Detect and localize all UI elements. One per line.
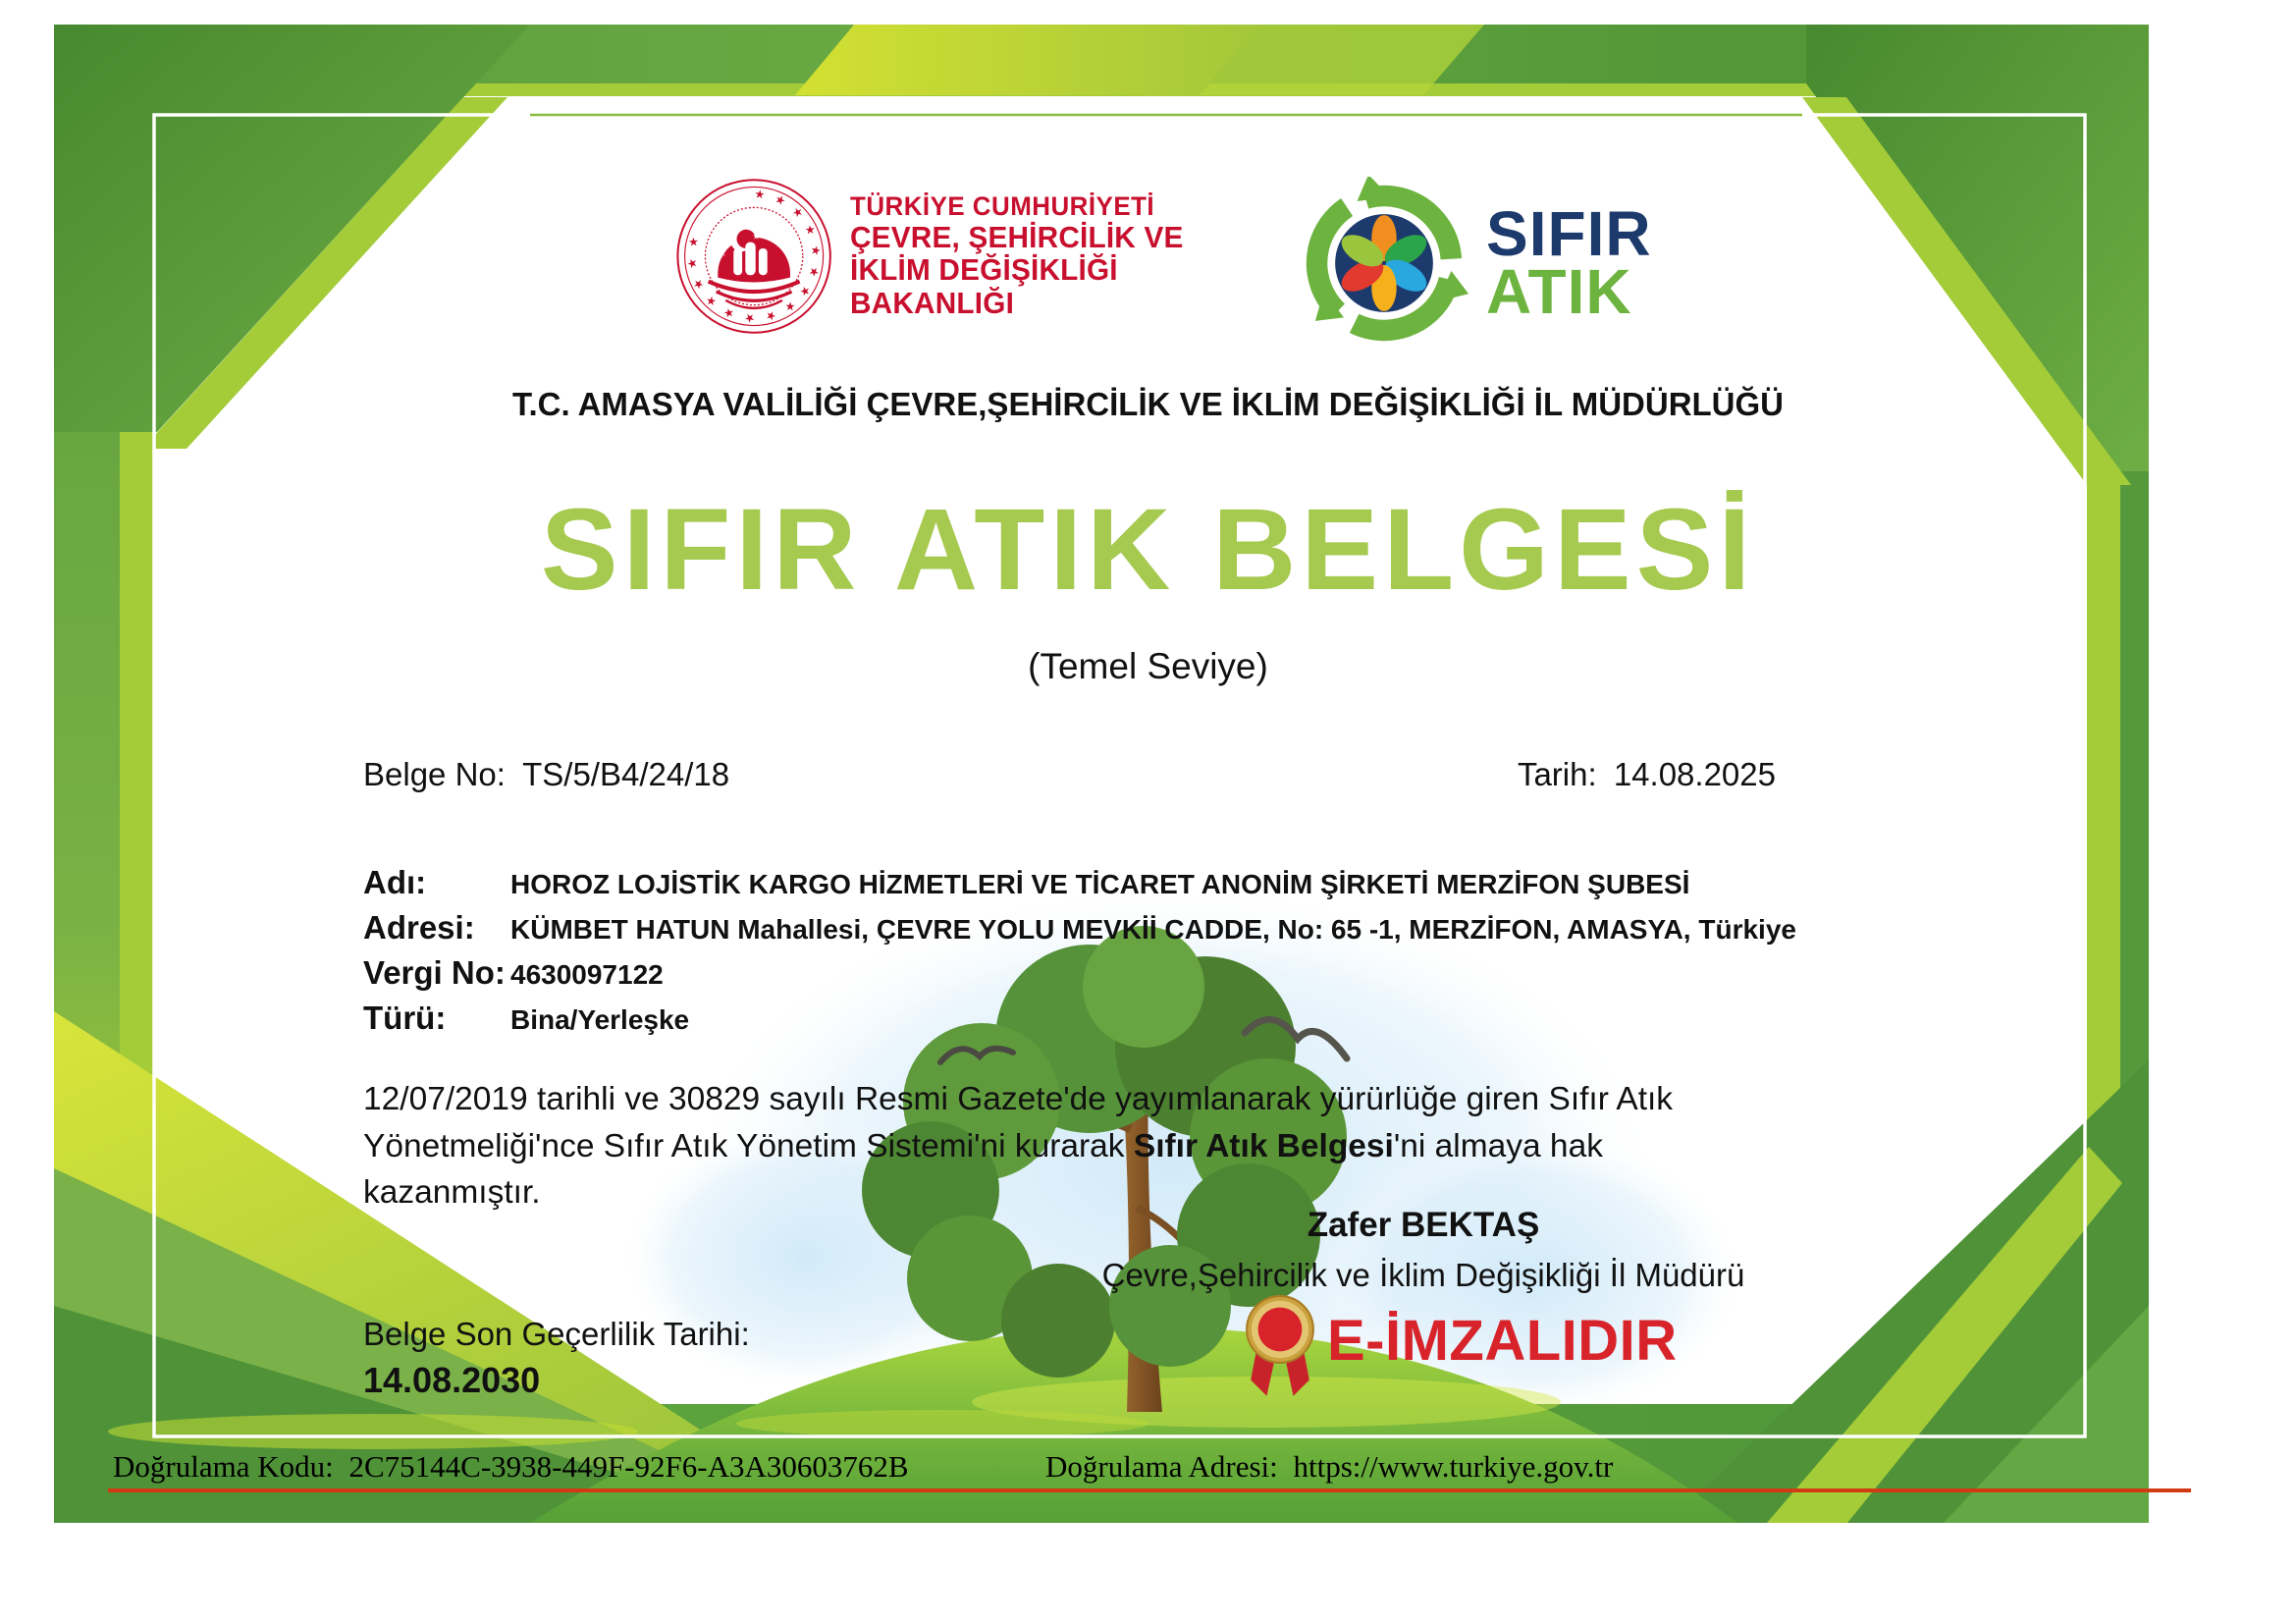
ministry-name-line2: ÇEVRE, ŞEHİRCİLİK VE — [850, 219, 1184, 254]
issue-date-value: 14.08.2025 — [1613, 756, 1776, 792]
field-taxno — [363, 954, 664, 992]
document-number-value: TS/5/B4/24/18 — [522, 756, 730, 792]
body-text-after: 'ni almaya hak kazanmıştır. — [363, 1127, 1603, 1212]
verification-code-label: Doğrulama Kodu: — [113, 1449, 334, 1484]
ministry-name-line3: İKLİM DEĞİŞİKLİĞİ BAKANLIĞI — [850, 252, 1119, 320]
ministry-emblem-icon — [675, 160, 832, 352]
frame-corner-topleft — [54, 25, 530, 432]
field-taxno-label: Vergi No: — [363, 954, 506, 991]
grass-highlight — [736, 1410, 1148, 1437]
svg-text:✶: ✶ — [718, 249, 726, 261]
field-address-label: Adresi: — [363, 909, 475, 946]
sifir-atik-wordmark — [1486, 198, 1652, 327]
field-address-value: KÜMBET HATUN Mahallesi, ÇEVRE YOLU MEVKİİ CADDE, No: 65 -1, MERZİFON, AMASYA, Türkiye — [510, 914, 1796, 945]
sifir-word: SIFIR — [1486, 198, 1652, 270]
validity-label: Belge Son Geçerlilik Tarihi: — [363, 1316, 750, 1352]
field-address — [363, 909, 1796, 947]
verification-code — [113, 1449, 909, 1485]
body-text-before: 12/07/2019 tarihli ve 30829 sayılı Resmi Gazete'de yayımlanarak yürürlüğe giren Sıfır Atık Yönetmeliği'nce Sıfır Atık Yönetim Sistemi'ni kurarak — [363, 1081, 1674, 1164]
field-name — [363, 864, 1689, 901]
authority-heading: T.C. AMASYA VALİLİĞİ ÇEVRE,ŞEHİRCİLİK VE İKLİM DEĞİŞİKLİĞİ İL MÜDÜRLÜĞÜ — [511, 386, 1785, 422]
frame-top-patch — [795, 25, 1261, 95]
ministry-logo — [675, 155, 1225, 356]
svg-text:★: ★ — [752, 230, 761, 241]
verification-address — [1045, 1449, 1613, 1485]
body-text-bold: Sıfır Atık Belgesi — [1133, 1127, 1394, 1164]
field-taxno-value: 4630097122 — [510, 959, 664, 990]
esign-label: E-İMZALIDIR — [1327, 1309, 1678, 1373]
atik-word: ATIK — [1486, 256, 1632, 327]
certificate-title: SIFIR ATIK BELGESİ — [540, 485, 1756, 615]
field-type — [363, 1000, 689, 1037]
footer-underline — [108, 1488, 2191, 1492]
recycle-flower-icon — [1298, 177, 1470, 350]
field-name-label: Adı: — [363, 864, 427, 900]
field-type-label: Türü: — [363, 1000, 447, 1036]
ministry-name — [850, 192, 1209, 320]
signature-block — [1075, 1206, 1772, 1294]
verification-code-value: 2C75144C-3938-449F-92F6-A3A30603762B — [348, 1449, 909, 1484]
document-number — [363, 756, 729, 793]
body-paragraph — [363, 1076, 1737, 1217]
document-number-label: Belge No: — [363, 756, 506, 792]
svg-text:★ ★ ★ ★ ★ ★ ★ ★ ★ ★ ★ ★ ★ ★ ★: ★ ★ ★ ★ ★ ★ ★ ★ ★ ★ ★ ★ ★ ★ ★ — [684, 186, 824, 326]
issue-date-label: Tarih: — [1517, 756, 1597, 792]
validity-date: 14.08.2030 — [363, 1360, 541, 1400]
verification-address-label: Doğrulama Adresi: — [1045, 1449, 1278, 1484]
issue-date — [1518, 756, 1776, 793]
certificate-subtitle: (Temel Seviye) — [1028, 646, 1268, 686]
verification-address-value: https://www.turkiye.gov.tr — [1293, 1449, 1614, 1484]
field-type-value: Bina/Yerleşke — [510, 1004, 690, 1035]
field-name-value: HOROZ LOJİSTİK KARGO HİZMETLERİ VE TİCARET ANONİM ŞİRKETİ MERZİFON ŞUBESİ — [510, 869, 1690, 899]
sifir-atik-logo — [1298, 175, 1749, 352]
signatory-title: Çevre,Şehircilik ve İklim Değişikliği İl Müdürü — [1101, 1257, 1745, 1293]
signatory-name: Zafer BEKTAŞ — [1307, 1206, 1540, 1244]
grass-highlight — [108, 1414, 638, 1449]
ministry-name-line1: TÜRKİYE CUMHURİYETİ — [850, 190, 1155, 221]
esign-rosette-icon — [1233, 1292, 1327, 1412]
